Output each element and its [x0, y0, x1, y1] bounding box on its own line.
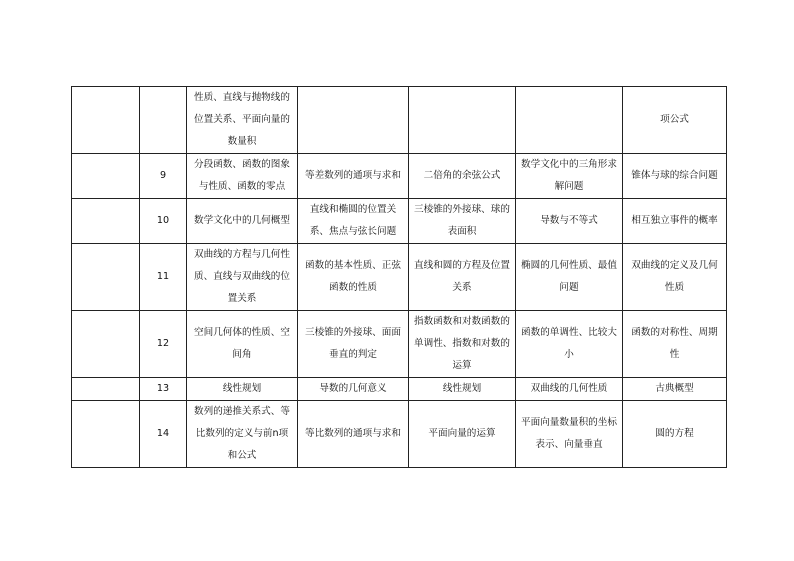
table-row	[72, 378, 727, 401]
topic-cell: 椭圆的几何性质、最值问题	[516, 244, 623, 311]
blank-cell	[72, 154, 140, 199]
topic-table	[71, 86, 727, 468]
question-number: 9	[140, 154, 187, 199]
topic-cell: 函数的对称性、周期性	[623, 311, 727, 378]
question-number: 10	[140, 199, 187, 244]
question-number: 11	[140, 244, 187, 311]
topic-cell: 平面向量的运算	[409, 401, 516, 468]
topic-cell: 线性规划	[409, 378, 516, 401]
topic-cell: 数学文化中的几何概型	[187, 199, 298, 244]
topic-cell: 二倍角的余弦公式	[409, 154, 516, 199]
topic-cell: 分段函数、函数的图象与性质、函数的零点	[187, 154, 298, 199]
topic-cell: 古典概型	[623, 378, 727, 401]
blank-cell	[72, 311, 140, 378]
question-number: 14	[140, 401, 187, 468]
topic-cell: 直线和椭圆的位置关系、焦点与弦长问题	[298, 199, 409, 244]
topic-cell: 双曲线的定义及几何性质	[623, 244, 727, 311]
topic-cell: 平面向量数量积的坐标表示、向量垂直	[516, 401, 623, 468]
topic-cell: 函数的基本性质、正弦函数的性质	[298, 244, 409, 311]
topic-cell: 数列的递推关系式、等比数列的定义与前n项和公式	[187, 401, 298, 468]
blank-cell	[72, 244, 140, 311]
question-number	[140, 87, 187, 154]
topic-cell: 性质、直线与抛物线的位置关系、平面向量的数量积	[187, 87, 298, 154]
topic-cell	[516, 87, 623, 154]
table-row	[72, 311, 727, 378]
topic-cell: 项公式	[623, 87, 727, 154]
topic-cell: 导数与不等式	[516, 199, 623, 244]
topic-cell: 相互独立事件的概率	[623, 199, 727, 244]
question-number: 12	[140, 311, 187, 378]
topic-cell: 三棱锥的外接球、球的表面积	[409, 199, 516, 244]
blank-cell	[72, 87, 140, 154]
topic-cell	[298, 87, 409, 154]
topic-cell: 等差数列的通项与求和	[298, 154, 409, 199]
topic-cell: 三棱锥的外接球、面面垂直的判定	[298, 311, 409, 378]
topic-cell: 直线和圆的方程及位置关系	[409, 244, 516, 311]
table-row	[72, 401, 727, 468]
blank-cell	[72, 401, 140, 468]
topic-cell: 函数的单调性、比较大小	[516, 311, 623, 378]
topic-cell: 数学文化中的三角形求解问题	[516, 154, 623, 199]
topic-cell: 等比数列的通项与求和	[298, 401, 409, 468]
blank-cell	[72, 378, 140, 401]
topic-cell: 指数函数和对数函数的单调性、指数和对数的运算	[409, 311, 516, 378]
table-row	[72, 87, 727, 154]
table-row	[72, 154, 727, 199]
topic-cell: 双曲线的方程与几何性质、直线与双曲线的位置关系	[187, 244, 298, 311]
topic-cell: 双曲线的几何性质	[516, 378, 623, 401]
topic-cell: 线性规划	[187, 378, 298, 401]
topic-cell	[409, 87, 516, 154]
table-row	[72, 244, 727, 311]
question-number: 13	[140, 378, 187, 401]
topic-cell: 锥体与球的综合问题	[623, 154, 727, 199]
topic-cell: 导数的几何意义	[298, 378, 409, 401]
topic-cell: 圆的方程	[623, 401, 727, 468]
blank-cell	[72, 199, 140, 244]
topic-cell: 空间几何体的性质、空间角	[187, 311, 298, 378]
table-row	[72, 199, 727, 244]
